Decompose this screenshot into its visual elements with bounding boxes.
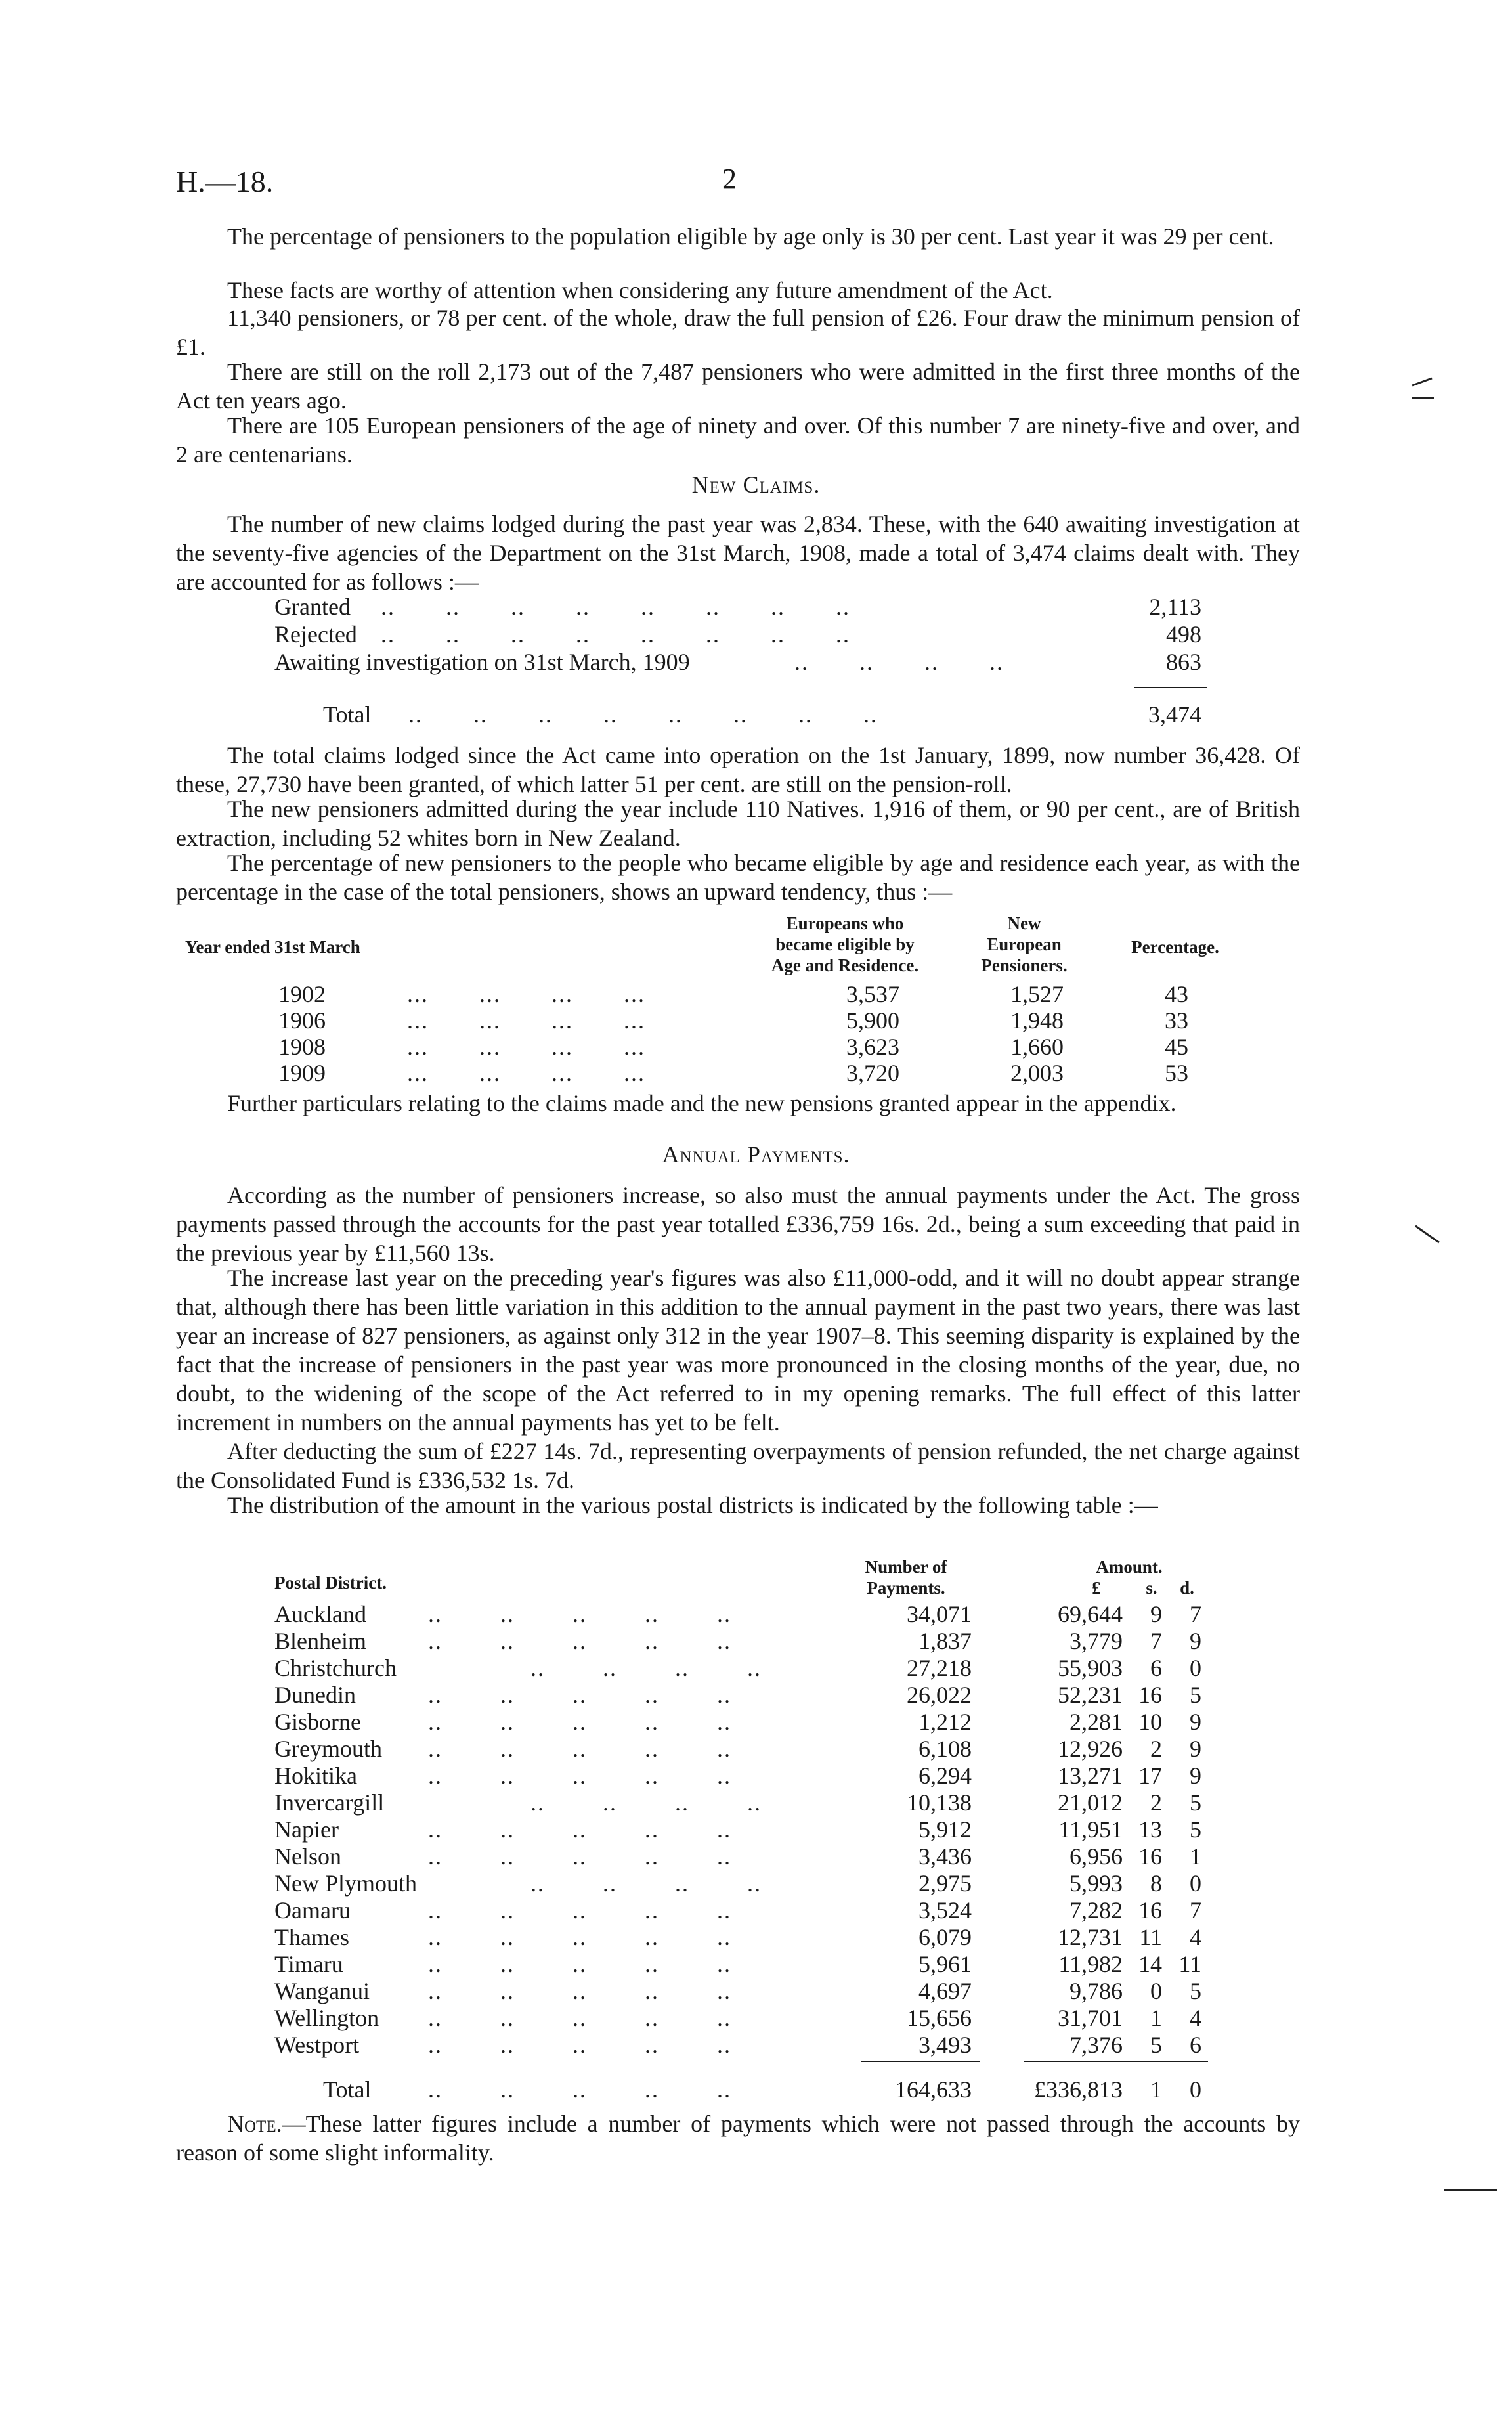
shillings-cell: 2 (1150, 1789, 1162, 1816)
payments-cell: 1,212 (918, 1709, 972, 1735)
district-name-cell: Wellington (274, 2005, 379, 2031)
pounds-cell: 6,956 (1069, 1843, 1123, 1870)
claims-row-label: Awaiting investigation on 31st March, 1909 (274, 649, 690, 675)
note-paragraph (176, 2109, 1300, 2167)
pounds-unit-header: £ (1092, 1578, 1101, 1598)
intro-paragraph-4: There are still on the roll 2,173 out of the 7,487 pensioners who were admitted in the first three months of the Act ten years ago. (176, 359, 1300, 414)
natives-paragraph: The new pensioners admitted during the year include 110 Natives. 1,916 of them, or 90 per cent., are of British extraction, including 52 whites born in New Zealand. (176, 796, 1300, 851)
district-name-cell: Greymouth (274, 1736, 382, 1762)
dot-leader: .. .. .. .. .. (428, 2032, 731, 2058)
payments-cell: 27,218 (907, 1655, 972, 1681)
dot-leader: .. .. .. .. .. (428, 2076, 731, 2103)
dot-leader: .. .. .. .. .. (428, 1763, 731, 1789)
claims-total-label: Total (323, 701, 372, 728)
shillings-cell: 14 (1138, 1951, 1162, 1977)
dot-leader: ... ... ... ... (407, 1007, 645, 1034)
district-name-cell: Napier (274, 1816, 339, 1843)
pence-cell: 9 (1190, 1736, 1201, 1762)
pence-cell: 5 (1190, 1978, 1201, 2004)
district-name-cell: Thames (274, 1924, 349, 1950)
district-name-cell: Christchurch (274, 1655, 397, 1681)
amount-total-rule (1024, 2061, 1208, 2062)
pence-cell: 4 (1190, 1924, 1201, 1950)
intro-paragraph-5: There are 105 European pensioners of the age of ninety and over. Of this number 7 are ninety-five and over, and 2 are centenarians. (176, 412, 1300, 468)
new-pensioners-cell: 1,527 (1010, 981, 1064, 1007)
pounds-cell: 52,231 (1058, 1682, 1123, 1708)
shillings-cell: 16 (1138, 1843, 1162, 1870)
pounds-cell: 12,926 (1058, 1736, 1123, 1762)
percentage-paragraph: The percentage of new pensioners to the people who became eligible by age and residence each year, as with the percentage in the case of the total pensioners, shows an upward tendency, thus :— (176, 850, 1300, 905)
new-col-header-1: New (1007, 913, 1041, 933)
page-number: 2 (722, 163, 737, 195)
amount-col-header: Amount. (1096, 1557, 1163, 1577)
pence-unit-header: d. (1180, 1578, 1194, 1598)
percentage-cell: 33 (1165, 1007, 1188, 1034)
shillings-cell: 7 (1150, 1628, 1162, 1654)
total-pounds-value: £336,813 (1034, 2076, 1123, 2103)
eligible-cell: 5,900 (846, 1007, 899, 1034)
new-claims-heading: New Claims. (691, 471, 821, 498)
dot-leader: .. .. .. .. .. (428, 1601, 731, 1627)
payments-col-header-2: Payments. (867, 1578, 945, 1598)
claims-row-value: 498 (1166, 621, 1201, 647)
district-name-cell: New Plymouth (274, 1870, 418, 1897)
dot-leader: .. .. .. .. .. (428, 1978, 731, 2004)
district-total-label: Total (323, 2076, 372, 2103)
district-name-cell: Wanganui (274, 1978, 370, 2004)
claims-total-rule (1134, 687, 1207, 688)
eligible-col-header-3: Age and Residence. (771, 955, 919, 975)
annual-payments-heading: Annual Payments. (662, 1141, 850, 1168)
pence-cell: 9 (1190, 1628, 1201, 1654)
dot-leader: ... ... ... ... (407, 981, 645, 1007)
pounds-cell: 2,281 (1069, 1709, 1123, 1735)
shillings-cell: 6 (1150, 1655, 1162, 1681)
new-pensioners-cell: 1,660 (1010, 1034, 1064, 1060)
shillings-cell: 11 (1139, 1924, 1162, 1950)
claims-row-label: Granted (274, 594, 351, 620)
pounds-cell: 21,012 (1058, 1789, 1123, 1816)
payments-cell: 3,493 (918, 2032, 972, 2058)
margin-mark (1412, 378, 1432, 387)
pounds-cell: 13,271 (1058, 1763, 1123, 1789)
intro-paragraph-1: The percentage of pensioners to the population eligible by age only is 30 per cent. Last year it was 29 per cent. (227, 223, 1274, 250)
eligible-cell: 3,720 (846, 1060, 899, 1086)
pence-cell: 9 (1190, 1763, 1201, 1789)
pence-cell: 1 (1190, 1843, 1201, 1870)
dot-leader: .. .. .. .. .. .. .. .. (381, 594, 850, 620)
total-pence-value: 0 (1190, 2076, 1201, 2103)
note-label: Note. (227, 2111, 282, 2137)
pence-cell: 5 (1190, 1789, 1201, 1816)
annual-paragraph-2: The increase last year on the preceding year's figures was also £11,000-odd, and it will no doubt appear strange that, although there has been little variation in this addition to the annual payment in the past two years, there was last year an increase of 827 pensioners, as against only 312 in the year 1907–8. This seeming disparity is explained by the fact that the increase of pensioners in the past year was more pronounced in the closing months of the year, due, no doubt, to the widening of the scope of the Act referred to in my opening remarks. The full effect of this latter increment in numbers on the annual payments has yet to be felt. (176, 1265, 1300, 1436)
pence-cell: 0 (1190, 1655, 1201, 1681)
shillings-cell: 16 (1138, 1897, 1162, 1923)
dot-leader: .. .. .. .. .. (428, 1843, 731, 1870)
claims-total-value: 3,474 (1148, 701, 1201, 728)
year-cell: 1906 (278, 1007, 326, 1034)
margin-mark (1412, 397, 1434, 399)
pounds-cell: 3,779 (1069, 1628, 1123, 1654)
dot-leader: .. .. .. .. .. .. .. .. (408, 701, 878, 728)
payments-cell: 5,912 (918, 1816, 972, 1843)
payments-cell: 1,837 (918, 1628, 972, 1654)
district-name-cell: Gisborne (274, 1709, 361, 1735)
pence-cell: 5 (1190, 1682, 1201, 1708)
district-name-cell: Blenheim (274, 1628, 366, 1654)
dot-leader: .. .. .. .. .. (428, 2005, 731, 2031)
dot-leader: .. .. .. .. (530, 1655, 762, 1681)
district-name-cell: Timaru (274, 1951, 343, 1977)
eligible-cell: 3,537 (846, 981, 899, 1007)
district-name-cell: Oamaru (274, 1897, 351, 1923)
dot-leader: .. .. .. .. .. (428, 1951, 731, 1977)
year-cell: 1908 (278, 1034, 326, 1060)
total-claims-paragraph: The total claims lodged since the Act came into operation on the 1st January, 1899, now number 36,428. Of these, 27,730 have been granted, of which latter 51 per cent. are still on the pension-roll. (176, 742, 1300, 797)
shillings-cell: 13 (1138, 1816, 1162, 1843)
further-particulars-paragraph: Further particulars relating to the claims made and the new pensions granted appear in the appendix. (227, 1090, 1177, 1116)
new-pensioners-cell: 1,948 (1010, 1007, 1064, 1034)
pounds-cell: 7,376 (1069, 2032, 1123, 2058)
margin-mark (1444, 2189, 1497, 2191)
shillings-cell: 5 (1150, 2032, 1162, 2058)
pounds-cell: 55,903 (1058, 1655, 1123, 1681)
payments-cell: 26,022 (907, 1682, 972, 1708)
pence-cell: 7 (1190, 1897, 1201, 1923)
district-name-cell: Dunedin (274, 1682, 356, 1708)
percentage-cell: 53 (1165, 1060, 1188, 1086)
dot-leader: .. .. .. .. (530, 1789, 762, 1816)
payments-cell: 34,071 (907, 1601, 972, 1627)
dot-leader: .. .. .. .. .. .. .. .. (381, 621, 850, 647)
shillings-cell: 0 (1150, 1978, 1162, 2004)
intro-paragraph-2: These facts are worthy of attention when considering any future amendment of the Act. (227, 277, 1053, 303)
pounds-cell: 31,701 (1058, 2005, 1123, 2031)
payments-cell: 6,294 (918, 1763, 972, 1789)
pounds-cell: 11,951 (1058, 1816, 1123, 1843)
shillings-cell: 17 (1138, 1763, 1162, 1789)
note-text: —These latter figures include a number of payments which were not passed through the accounts by reason of some slight informality. (176, 2111, 1300, 2166)
shillings-cell: 9 (1150, 1601, 1162, 1627)
dot-leader: .. .. .. .. .. (428, 1897, 731, 1923)
dot-leader: .. .. .. .. (530, 1870, 762, 1897)
pounds-cell: 11,982 (1058, 1951, 1123, 1977)
dot-leader: .. .. .. .. .. (428, 1736, 731, 1762)
pounds-cell: 9,786 (1069, 1978, 1123, 2004)
payments-total-rule (861, 2061, 980, 2062)
shillings-cell: 2 (1150, 1736, 1162, 1762)
pence-cell: 9 (1190, 1709, 1201, 1735)
payments-cell: 6,108 (918, 1736, 972, 1762)
pounds-cell: 5,993 (1069, 1870, 1123, 1897)
payments-cell: 5,961 (918, 1951, 972, 1977)
dot-leader: ... ... ... ... (407, 1060, 645, 1086)
shillings-cell: 8 (1150, 1870, 1162, 1897)
dot-leader: ... ... ... ... (407, 1034, 645, 1060)
annual-paragraph-4: The distribution of the amount in the various postal districts is indicated by the following table :— (227, 1492, 1158, 1518)
intro-paragraph-3: 11,340 pensioners, or 78 per cent. of the whole, draw the full pension of £26. Four draw the minimum pension of £1. (176, 305, 1300, 360)
pence-cell: 7 (1190, 1601, 1201, 1627)
district-col-header: Postal District. (274, 1573, 387, 1592)
new-pensioners-cell: 2,003 (1010, 1060, 1064, 1086)
payments-cell: 4,697 (918, 1978, 972, 2004)
margin-mark (1415, 1225, 1440, 1244)
claims-row-label: Rejected (274, 621, 357, 647)
eligible-cell: 3,623 (846, 1034, 899, 1060)
payments-cell: 10,138 (907, 1789, 972, 1816)
pounds-cell: 7,282 (1069, 1897, 1123, 1923)
dot-leader: .. .. .. .. .. (428, 1709, 731, 1735)
payments-cell: 2,975 (918, 1870, 972, 1897)
payments-cell: 6,079 (918, 1924, 972, 1950)
annual-paragraph-1: According as the number of pensioners increase, so also must the annual payments under the Act. The gross payments passed through the accounts for the past year totalled £336,759 16s. 2d., being a sum exceeding that paid in the previous year by £11,560 13s. (176, 1182, 1300, 1266)
year-cell: 1902 (278, 981, 326, 1007)
percentage-cell: 45 (1165, 1034, 1188, 1060)
pence-cell: 11 (1178, 1951, 1201, 1977)
pence-cell: 5 (1190, 1816, 1201, 1843)
pence-cell: 6 (1190, 2032, 1201, 2058)
district-name-cell: Invercargill (274, 1789, 385, 1816)
year-col-header: Year ended 31st March (185, 937, 360, 957)
district-name-cell: Hokitika (274, 1763, 357, 1789)
pct-col-header: Percentage. (1131, 937, 1219, 957)
claims-row-value: 2,113 (1149, 594, 1201, 620)
payments-col-header-1: Number of (865, 1557, 947, 1577)
year-cell: 1909 (278, 1060, 326, 1086)
document-reference: H.—18. (176, 165, 274, 198)
pounds-cell: 69,644 (1058, 1601, 1123, 1627)
dot-leader: .. .. .. .. (794, 649, 1004, 675)
eligible-col-header-1: Europeans who (786, 913, 904, 933)
dot-leader: .. .. .. .. .. (428, 1682, 731, 1708)
dot-leader: .. .. .. .. .. (428, 1924, 731, 1950)
payments-cell: 15,656 (907, 2005, 972, 2031)
shillings-cell: 10 (1138, 1709, 1162, 1735)
total-payments-value: 164,633 (895, 2076, 972, 2103)
new-col-header-2: European (987, 934, 1062, 954)
pence-cell: 4 (1190, 2005, 1201, 2031)
dot-leader: .. .. .. .. .. (428, 1628, 731, 1654)
shillings-cell: 1 (1150, 2005, 1162, 2031)
district-name-cell: Westport (274, 2032, 360, 2058)
district-name-cell: Nelson (274, 1843, 341, 1870)
pounds-cell: 12,731 (1058, 1924, 1123, 1950)
annual-paragraph-3: After deducting the sum of £227 14s. 7d., representing overpayments of pension refunded, the net charge against the Consolidated Fund is £336,532 1s. 7d. (176, 1438, 1300, 1493)
total-shillings-value: 1 (1150, 2076, 1162, 2103)
claims-row-value: 863 (1166, 649, 1201, 675)
payments-cell: 3,524 (918, 1897, 972, 1923)
district-name-cell: Auckland (274, 1601, 366, 1627)
payments-cell: 3,436 (918, 1843, 972, 1870)
percentage-cell: 43 (1165, 981, 1188, 1007)
new-col-header-3: Pensioners. (981, 955, 1068, 975)
shillings-unit-header: s. (1146, 1578, 1157, 1598)
dot-leader: .. .. .. .. .. (428, 1816, 731, 1843)
shillings-cell: 16 (1138, 1682, 1162, 1708)
pence-cell: 0 (1190, 1870, 1201, 1897)
eligible-col-header-2: became eligible by (775, 934, 915, 954)
new-claims-paragraph: The number of new claims lodged during the past year was 2,834. These, with the 640 awaiting investigation at the seventy-five agencies of the Department on the 31st March, 1908, made a total of 3,474 claims dealt with. They are accounted for as follows :— (176, 511, 1300, 595)
